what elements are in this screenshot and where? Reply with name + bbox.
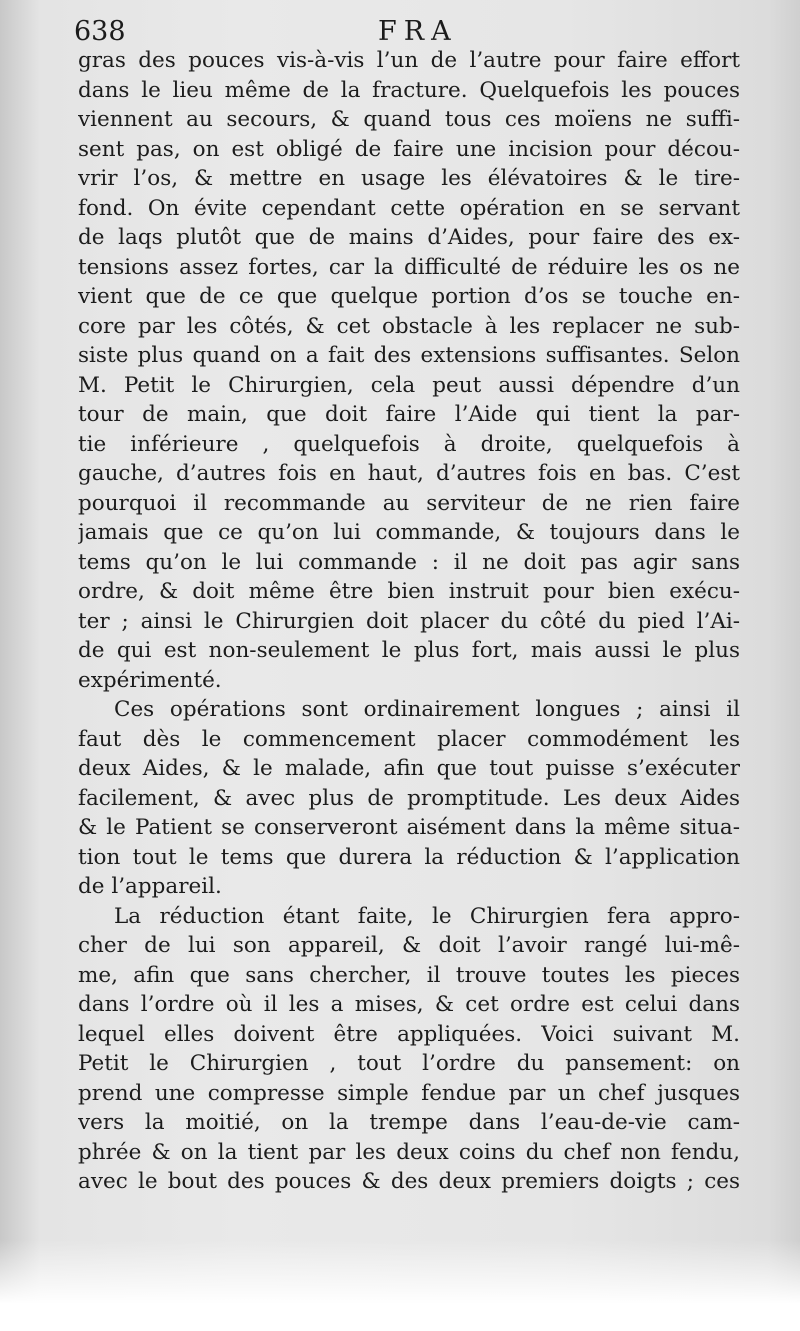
text-line: tour de main, que doit faire l’Aide qui tient la par- — [78, 402, 740, 427]
running-head: FRA — [378, 16, 458, 47]
text-line: pourquoi il recommande au serviteur de ne rien faire — [78, 490, 740, 516]
paragraph-start-line: La réduction étant faite, le Chirurgien fera appro- — [114, 903, 740, 929]
text-line: tensions assez fortes, car la difficulté de réduire les os ne — [78, 254, 740, 280]
text-line: ordre, & doit même être bien instruit pour bien exécu- — [78, 579, 740, 604]
text-line: Petit le Chirurgien , tout l’ordre du pansement: on — [78, 1051, 740, 1076]
text-line: gras des pouces vis-à-vis l’un de l’autre pour faire effort — [78, 48, 740, 73]
text-line: tems qu’on le lui commande : il ne doit pas agir sans — [78, 549, 740, 575]
text-line: de qui est non-seulement le plus fort, mais aussi le plus — [78, 638, 740, 663]
text-line: jamais que ce qu’on lui commande, & toujours dans le — [78, 520, 740, 545]
text-line: sent pas, on est obligé de faire une incision pour décou- — [78, 136, 740, 162]
paragraph-end-line: expérimenté. — [78, 667, 222, 693]
text-line: phrée & on la tient par les deux coins du chef non fendu, — [78, 1139, 740, 1165]
text-line: deux Aides, & le malade, afin que tout puisse s’exécuter — [78, 756, 740, 781]
text-line: ter ; ainsi le Chirurgien doit placer du côté du pied l’Ai- — [78, 608, 740, 634]
text-line: tion tout le tems que durera la réduction & l’application — [78, 844, 740, 870]
paragraph-start-line: Ces opérations sont ordinairement longues ; ainsi il — [114, 697, 740, 722]
text-line: lequel elles doivent être appliquées. Voici suivant M. — [78, 1021, 740, 1047]
page-bottom-margin — [0, 1240, 800, 1331]
text-line: faut dès le commencement placer commodément les — [78, 726, 740, 752]
page-number: 638 — [74, 16, 126, 47]
text-line: fond. On évite cependant cette opération en se servant — [78, 195, 740, 221]
text-line: me, afin que sans chercher, il trouve toutes les pieces — [78, 962, 740, 988]
text-line: dans l’ordre où il les a mises, & cet ordre est celui dans — [78, 992, 740, 1017]
text-line: vient que de ce que quelque portion d’os se touche en- — [78, 284, 740, 309]
text-line: & le Patient se conserveront aisément dans la même situa- — [78, 815, 740, 840]
text-line: gauche, d’autres fois en haut, d’autres fois en bas. C’est — [78, 461, 740, 486]
text-line: vers la moitié, on la trempe dans l’eau-de-vie cam- — [78, 1110, 740, 1135]
paragraph-end-line: de l’appareil. — [78, 874, 222, 899]
text-line: dans le lieu même de la fracture. Quelquefois les pouces — [78, 77, 740, 103]
text-line: core par les côtés, & cet obstacle à les replacer ne sub- — [78, 313, 740, 339]
text-line: cher de lui son appareil, & doit l’avoir rangé lui-mê- — [78, 933, 740, 958]
body-text — [78, 46, 740, 1197]
text-line: M. Petit le Chirurgien, cela peut aussi dépendre d’un — [78, 372, 740, 398]
text-line: tie inférieure , quelquefois à droite, quelquefois à — [78, 431, 740, 457]
text-line: avec le bout des pouces & des deux premiers doigts ; ces — [78, 1169, 740, 1194]
text-line: de laqs plutôt que de mains d’Aides, pour faire des ex- — [78, 225, 740, 250]
text-line: vrir l’os, & mettre en usage les élévatoires & le tire- — [78, 166, 740, 191]
text-line: viennent au secours, & quand tous ces moïens ne suffi- — [78, 107, 740, 132]
text-line: prend une compresse simple fendue par un chef jusques — [78, 1080, 740, 1106]
text-line: facilement, & avec plus de promptitude. Les deux Aides — [78, 785, 740, 811]
text-line: siste plus quand on a fait des extensions suffisantes. Selon — [78, 343, 740, 368]
